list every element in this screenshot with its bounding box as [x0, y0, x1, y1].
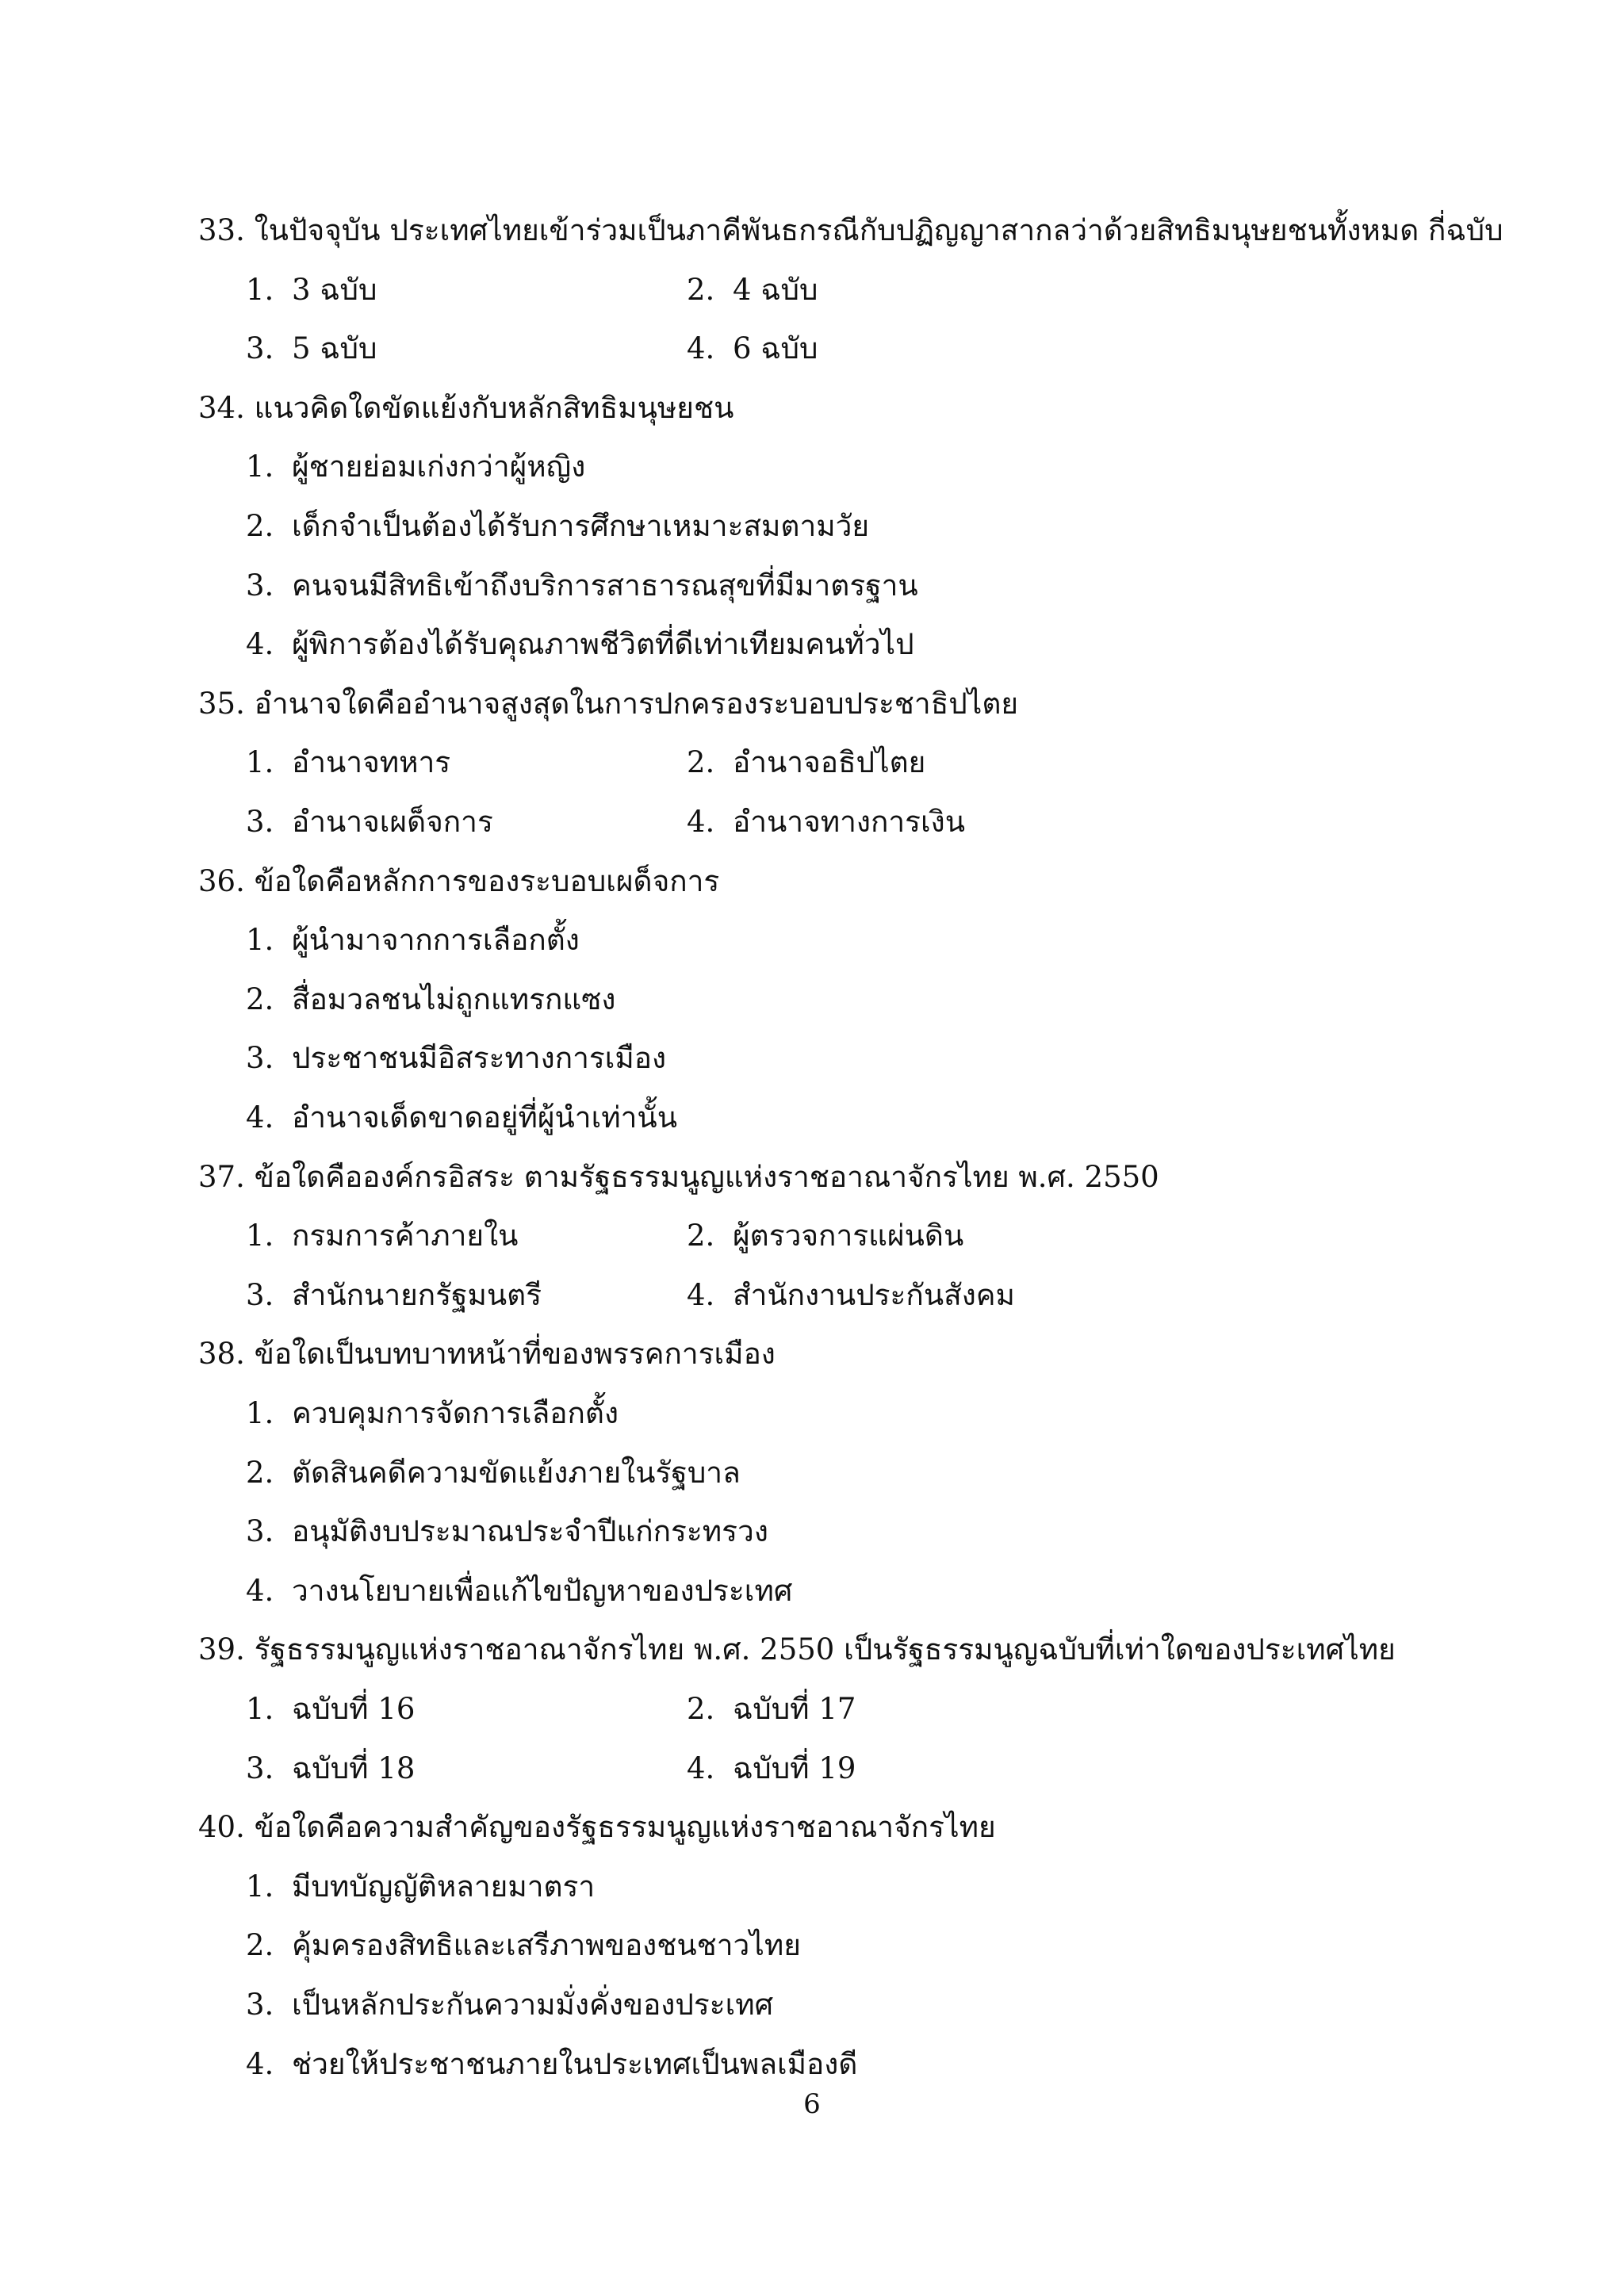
option-text: ประชาชนมีอิสระทางการเมือง	[292, 1041, 667, 1075]
question-text: 37. ข้อใดคือองค์กรอิสระ ตามรัฐธรรมนูญแห่งราชอาณาจักรไทย พ.ศ. 2550	[198, 1160, 1159, 1194]
option-number: 3.	[246, 568, 274, 603]
question-text: 33. ในปัจจุบัน ประเทศไทยเข้าร่วมเป็นภาคีพันธกรณีกับปฏิญญาสากลว่าด้วยสิทธิมนุษยชนทั้งหมด กี่ฉบับ	[198, 213, 1503, 247]
question-text: 39. รัฐธรรมนูญแห่งราชอาณาจักรไทย พ.ศ. 2550 เป็นรัฐธรรมนูญฉบับที่เท่าใดของประเทศไทย	[198, 1632, 1396, 1667]
option-text: ช่วยให้ประชาชนภายในประเทศเป็นพลเมืองดี	[292, 2047, 858, 2081]
option-item	[246, 497, 869, 556]
question-text: 38. ข้อใดเป็นบทบาทหน้าที่ของพรรคการเมือง	[198, 1337, 776, 1371]
option-number: 3.	[246, 1514, 274, 1548]
option-item	[246, 1029, 666, 1088]
option-number: 4.	[246, 2047, 274, 2081]
option-number: 4.	[246, 627, 274, 661]
option-number: 1.	[246, 450, 274, 484]
option-text: วางนโยบายเพื่อแก้ไขปัญหาของประเทศ	[292, 1574, 793, 1608]
option-text: คนจนมีสิทธิเข้าถึงบริการสาธารณสุขที่มีมาตรฐาน	[292, 568, 918, 603]
option-item	[246, 1739, 415, 1798]
option-item	[246, 1916, 801, 1975]
option-number: 2.	[687, 1692, 715, 1726]
option-item	[246, 733, 450, 792]
option-number: 3.	[246, 1751, 274, 1785]
option-number: 1.	[246, 923, 274, 957]
option-text: เด็กจำเป็นต้องได้รับการศึกษาเหมาะสมตามวัย	[292, 509, 870, 543]
option-item	[687, 261, 818, 320]
option-number: 2.	[246, 509, 274, 543]
option-item	[246, 1089, 677, 1147]
option-text: มีบทบัญญัติหลายมาตรา	[292, 1869, 596, 1904]
option-number: 1.	[246, 1219, 274, 1253]
option-text: อำนาจเผด็จการ	[292, 805, 493, 839]
option-number: 2.	[246, 1456, 274, 1490]
option-text: 5 ฉบับ	[292, 331, 377, 365]
option-text: คุ้มครองสิทธิและเสรีภาพของชนชาวไทย	[292, 1928, 801, 1962]
option-item	[246, 1266, 542, 1325]
option-number: 4.	[246, 1100, 274, 1135]
option-number: 1.	[246, 745, 274, 779]
option-number: 2.	[687, 745, 715, 779]
option-item	[246, 1207, 518, 1265]
option-text: ตัดสินคดีความขัดแย้งภายในรัฐบาล	[292, 1456, 741, 1490]
option-number: 4.	[246, 1574, 274, 1608]
option-text: อนุมัติงบประมาณประจำปีแก่กระทรวง	[292, 1514, 768, 1548]
option-item	[246, 970, 615, 1029]
option-number: 1.	[246, 1396, 274, 1430]
option-text: สำนักนายกรัฐมนตรี	[292, 1278, 542, 1312]
page-number: 6	[803, 2088, 821, 2120]
option-text: ฉบับที่ 17	[733, 1692, 856, 1726]
option-item	[246, 320, 377, 378]
option-item	[687, 1207, 963, 1265]
option-number: 3.	[246, 1041, 274, 1075]
option-item	[246, 1502, 768, 1561]
option-text: ฉบับที่ 18	[292, 1751, 416, 1785]
option-text: ควบคุมการจัดการเลือกตั้ง	[292, 1396, 619, 1430]
option-item	[246, 793, 493, 851]
option-item	[246, 911, 580, 970]
option-item	[246, 1562, 792, 1621]
option-item	[687, 320, 818, 378]
option-number: 4.	[687, 1751, 715, 1785]
option-item	[246, 1680, 415, 1739]
option-number: 3.	[246, 805, 274, 839]
option-number: 1.	[246, 1869, 274, 1904]
option-text: เป็นหลักประกันความมั่งคั่งของประเทศ	[292, 1988, 774, 2022]
option-item	[246, 1444, 741, 1502]
option-item	[687, 1680, 856, 1739]
option-number: 3.	[246, 1278, 274, 1312]
option-number: 4.	[687, 805, 715, 839]
option-text: 3 ฉบับ	[292, 273, 377, 307]
option-text: อำนาจทหาร	[292, 745, 451, 779]
option-item	[687, 793, 965, 851]
option-number: 1.	[246, 273, 274, 307]
option-text: อำนาจเด็ดขาดอยู่ที่ผู้นำเท่านั้น	[292, 1100, 677, 1135]
option-number: 3.	[246, 1988, 274, 2022]
option-text: 6 ฉบับ	[733, 331, 818, 365]
option-item	[246, 1384, 619, 1443]
option-text: ผู้ชายย่อมเก่งกว่าผู้หญิง	[292, 450, 586, 484]
option-text: สำนักงานประกันสังคม	[733, 1278, 1015, 1312]
option-item	[687, 1739, 856, 1798]
option-text: 4 ฉบับ	[733, 273, 818, 307]
option-text: ฉบับที่ 16	[292, 1692, 416, 1726]
option-item	[246, 557, 918, 615]
option-text: กรมการค้าภายใน	[292, 1219, 519, 1253]
option-text: ผู้พิการต้องได้รับคุณภาพชีวิตที่ดีเท่าเทียมคนทั่วไป	[292, 627, 914, 661]
option-number: 3.	[246, 331, 274, 365]
option-text: อำนาจอธิปไตย	[733, 745, 926, 779]
option-number: 2.	[246, 1928, 274, 1962]
question-text: 36. ข้อใดคือหลักการของระบอบเผด็จการ	[198, 864, 720, 898]
option-text: อำนาจทางการเงิน	[733, 805, 966, 839]
option-number: 2.	[246, 982, 274, 1016]
option-number: 2.	[687, 273, 715, 307]
question-text: 35. อำนาจใดคืออำนาจสูงสุดในการปกครองระบอบประชาธิปไตย	[198, 687, 1019, 721]
option-text: ฉบับที่ 19	[733, 1751, 856, 1785]
option-number: 2.	[687, 1219, 715, 1253]
option-number: 1.	[246, 1692, 274, 1726]
option-item	[687, 1266, 1015, 1325]
option-text: สื่อมวลชนไม่ถูกแทรกแซง	[292, 982, 616, 1016]
option-item	[246, 261, 377, 320]
option-item	[246, 615, 914, 674]
option-number: 4.	[687, 331, 715, 365]
option-number: 4.	[687, 1278, 715, 1312]
option-text: ผู้ตรวจการแผ่นดิน	[733, 1219, 964, 1253]
option-item	[246, 1976, 773, 2034]
option-item	[246, 438, 585, 496]
option-item	[246, 1858, 595, 1916]
option-item	[687, 733, 925, 792]
question-text: 40. ข้อใดคือความสำคัญของรัฐธรรมนูญแห่งราชอาณาจักรไทย	[198, 1810, 996, 1844]
option-text: ผู้นำมาจากการเลือกตั้ง	[292, 923, 580, 957]
question-text: 34. แนวคิดใดขัดแย้งกับหลักสิทธิมนุษยชน	[198, 391, 734, 425]
